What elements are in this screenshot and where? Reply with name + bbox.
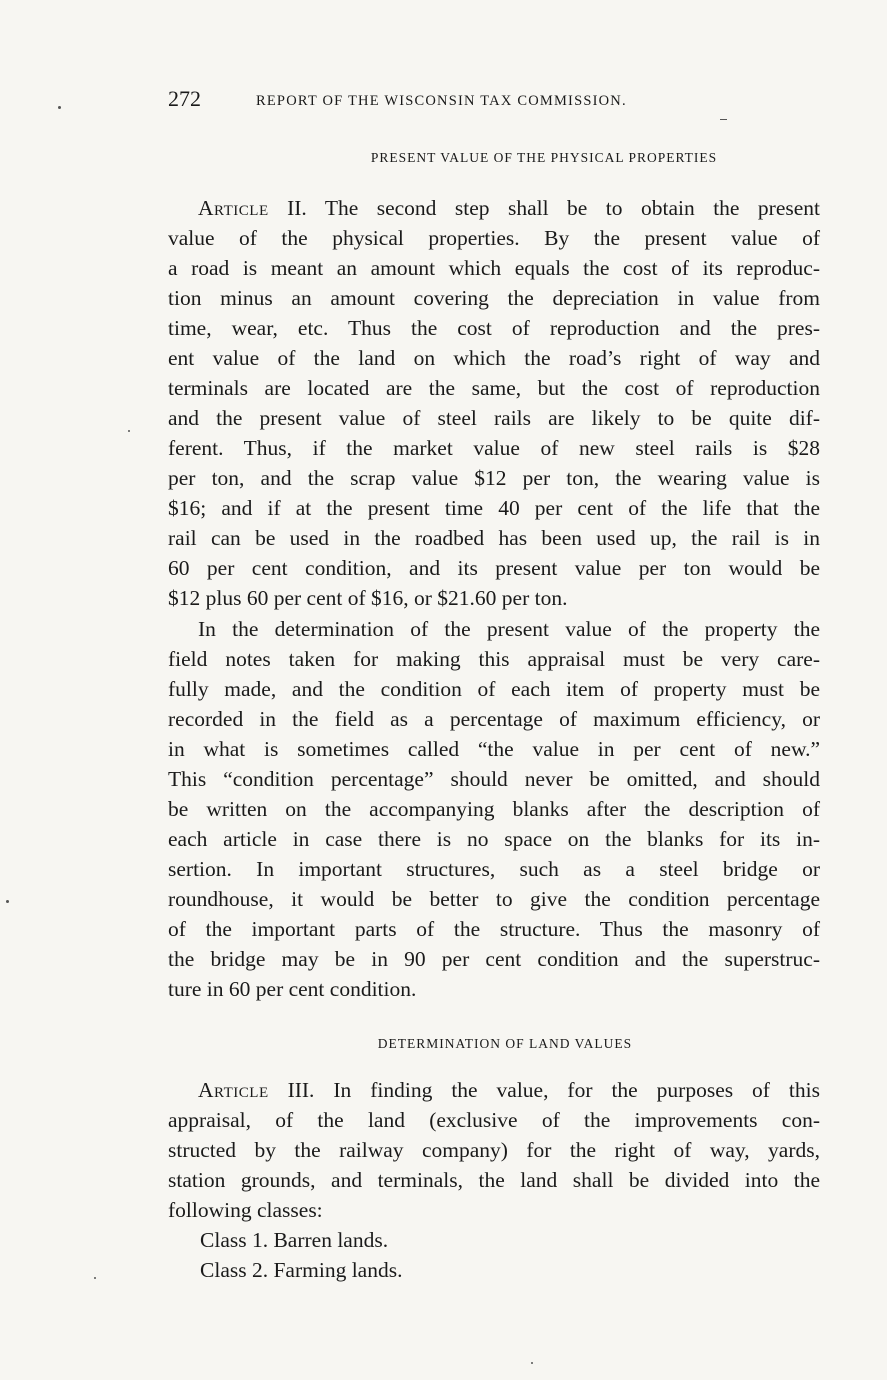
- paragraph-article-2: [168, 193, 820, 613]
- paragraph-line: and the present value of steel rails are likely to be quite dif-: [168, 406, 820, 430]
- paragraph-line: rail can be used in the roadbed has been used up, the rail is in: [168, 526, 820, 550]
- running-head: [168, 84, 728, 114]
- paragraph-line: each article in case there is no space on the blanks for its in-: [168, 827, 820, 851]
- paragraph-article-3: [168, 1075, 820, 1285]
- paragraph-field-notes: [168, 614, 820, 1004]
- class-list-item: Class 1. Barren lands.: [200, 1228, 389, 1252]
- paragraph-line: tion minus an amount covering the depreciation in value from: [168, 286, 820, 310]
- paragraph-line: value of the physical properties. By the present value of: [168, 226, 820, 250]
- article-label: Article: [198, 196, 269, 220]
- paragraph-line: per ton, and the scrap value $12 per ton, the wearing value is: [168, 466, 820, 490]
- paragraph-line: ture in 60 per cent condition.: [168, 977, 417, 1001]
- paragraph-line: time, wear, etc. Thus the cost of reproduction and the pres-: [168, 316, 820, 340]
- paragraph-line: This “condition percentage” should never be omitted, and should: [168, 767, 820, 791]
- running-title: REPORT OF THE WISCONSIN TAX COMMISSION.: [256, 93, 627, 109]
- paragraph-line: field notes taken for making this appraisal must be very care-: [168, 647, 820, 671]
- paragraph-line: Article II. The second step shall be to obtain the present: [198, 196, 820, 220]
- page-number: 272: [168, 86, 201, 111]
- scan-speck: [531, 1362, 533, 1364]
- scan-speck: [94, 1277, 96, 1279]
- scan-speck: [58, 106, 61, 109]
- paragraph-line: fully made, and the condition of each item of property must be: [168, 677, 820, 701]
- section-heading-land-values: DETERMINATION OF LAND VALUES: [377, 1036, 633, 1051]
- paragraph-line: a road is meant an amount which equals the cost of its reproduc-: [168, 256, 820, 280]
- paragraph-line: appraisal, of the land (exclusive of the improvements con-: [168, 1108, 820, 1132]
- paragraph-line: $16; and if at the present time 40 per cent of the life that the: [168, 496, 820, 520]
- scan-speck: [128, 430, 130, 432]
- paragraph-line: roundhouse, it would be better to give the condition percentage: [168, 887, 820, 911]
- paragraph-line: recorded in the field as a percentage of maximum efficiency, or: [168, 707, 820, 731]
- paragraph-line: in what is sometimes called “the value in per cent of new.”: [168, 737, 820, 761]
- paragraph-line: 60 per cent condition, and its present value per ton would be: [168, 556, 820, 580]
- paragraph-line: Article III. In finding the value, for the purposes of this: [198, 1078, 820, 1102]
- paragraph-line: sertion. In important structures, such as a steel bridge or: [168, 857, 820, 881]
- paragraph-line: $12 plus 60 per cent of $16, or $21.60 per ton.: [168, 586, 568, 610]
- paragraph-line: terminals are located are the same, but the cost of reproduction: [168, 376, 820, 400]
- paragraph-line: ent value of the land on which the road’s right of way and: [168, 346, 820, 370]
- scan-speck: [720, 119, 727, 120]
- section-heading-present-value: PRESENT VALUE OF THE PHYSICAL PROPERTIES: [370, 150, 718, 165]
- paragraph-line: of the important parts of the structure. Thus the masonry of: [168, 917, 820, 941]
- class-list-item: Class 2. Farming lands.: [200, 1258, 403, 1282]
- paragraph-line: following classes:: [168, 1198, 323, 1222]
- paragraph-line: In the determination of the present value of the property the: [198, 617, 820, 641]
- paragraph-line: be written on the accompanying blanks after the description of: [168, 797, 820, 821]
- paragraph-line: station grounds, and terminals, the land shall be divided into the: [168, 1168, 820, 1192]
- paragraph-line: ferent. Thus, if the market value of new steel rails is $28: [168, 436, 820, 460]
- article-label: Article: [198, 1078, 269, 1102]
- paragraph-line: structed by the railway company) for the right of way, yards,: [168, 1138, 820, 1162]
- scan-speck: [6, 900, 9, 903]
- paragraph-line: the bridge may be in 90 per cent condition and the superstruc-: [168, 947, 820, 971]
